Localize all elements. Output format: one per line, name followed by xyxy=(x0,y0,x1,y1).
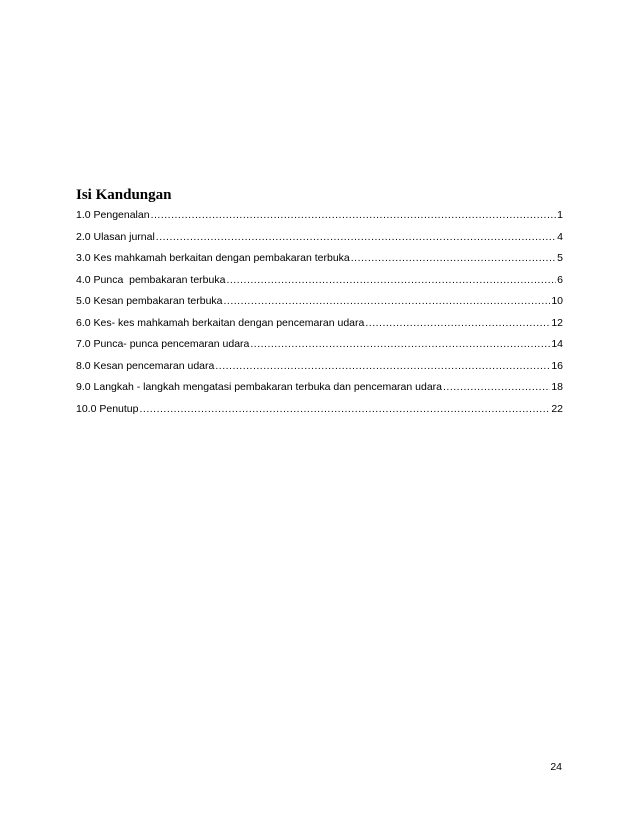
toc-entry[interactable] xyxy=(76,380,563,402)
toc-entry[interactable] xyxy=(76,273,563,295)
toc-entry[interactable] xyxy=(76,251,563,273)
toc-entry[interactable] xyxy=(76,316,563,338)
toc-entry-page: 4 xyxy=(557,230,563,243)
toc-entry-page: 16 xyxy=(551,359,563,372)
toc-entry[interactable] xyxy=(76,359,563,381)
toc-dot-leader xyxy=(443,380,550,394)
toc-entry-label: 9.0 Langkah - langkah mengatasi pembakaran terbuka dan pencemaran udara xyxy=(76,381,442,393)
toc-title: Isi Kandungan xyxy=(76,187,172,203)
toc-entry-label: 5.0 Kesan pembakaran terbuka xyxy=(76,295,223,307)
toc-entry-page: 6 xyxy=(557,273,563,286)
toc-dot-leader xyxy=(250,337,550,351)
toc-entry-label: 10.0 Penutup xyxy=(76,402,139,415)
toc-dot-leader xyxy=(224,294,551,308)
toc-entry[interactable] xyxy=(76,294,563,316)
toc-dot-leader xyxy=(156,230,556,244)
toc-entry-page: 10 xyxy=(551,295,563,307)
toc-entry[interactable] xyxy=(76,208,563,230)
toc-entry-page: 18 xyxy=(551,381,563,393)
toc-entry-label: 1.0 Pengenalan xyxy=(76,209,150,221)
toc-dot-leader xyxy=(226,273,556,287)
toc-entry[interactable] xyxy=(76,402,563,424)
toc-entry-label: 6.0 Kes- kes mahkamah berkaitan dengan pencemaran udara xyxy=(76,316,365,329)
toc-entry-label: 4.0 Punca pembakaran terbuka xyxy=(76,273,226,286)
toc-entry-label: 2.0 Ulasan jurnal xyxy=(76,230,155,243)
toc-entry-label: 3.0 Kes mahkamah berkaitan dengan pembakaran terbuka xyxy=(76,252,350,264)
toc-dot-leader xyxy=(351,251,556,265)
toc-entry-label: 8.0 Kesan pencemaran udara xyxy=(76,359,215,372)
toc-entry-page: 5 xyxy=(557,252,563,264)
toc-entry-page: 12 xyxy=(551,316,563,329)
toc-entry[interactable] xyxy=(76,230,563,252)
toc-entry-page: 22 xyxy=(551,402,563,415)
toc-entry-page: 14 xyxy=(551,338,563,350)
toc-dot-leader xyxy=(365,316,550,330)
toc-entry[interactable] xyxy=(76,337,563,359)
table-of-contents xyxy=(76,186,563,423)
toc-list xyxy=(76,208,563,423)
toc-dot-leader xyxy=(151,208,557,222)
toc-entry-label: 7.0 Punca- punca pencemaran udara xyxy=(76,338,250,350)
toc-dot-leader xyxy=(139,402,550,416)
page-number: 24 xyxy=(550,761,562,773)
toc-dot-leader xyxy=(215,359,550,373)
toc-entry-page: 1 xyxy=(557,209,563,221)
